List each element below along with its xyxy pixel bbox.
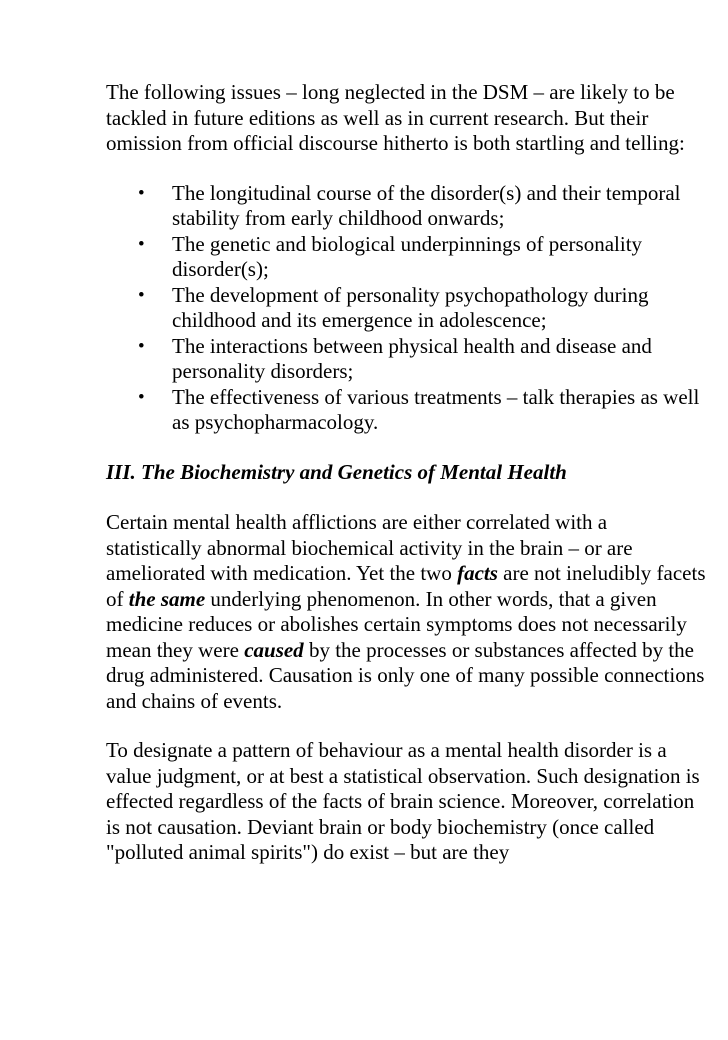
document-page — [106, 80, 706, 866]
list-item-text: The genetic and biological underpinnings of personality disorder(s); — [172, 231, 643, 281]
list-item-text: The development of personality psychopathology during childhood and its emergence in adolescence; — [172, 282, 649, 332]
paragraph-text: by the processes or substances affected by the drug administered. Causation is only one of many possible connections and chains of events. — [106, 637, 705, 713]
list-item — [138, 282, 706, 334]
bullet-icon: • — [138, 284, 145, 306]
list-item-text: The interactions between physical health and disease and personality disorders; — [172, 333, 652, 383]
issues-list — [106, 181, 706, 436]
emphasis-text: facts — [457, 561, 498, 585]
bullet-icon: • — [138, 386, 145, 408]
list-item — [138, 180, 706, 232]
list-item — [138, 333, 706, 385]
paragraph-text: Certain mental health afflictions are either correlated with a statistically abnormal biochemical activity in the brain – or are ameliorated with medication. Yet the two — [106, 510, 633, 585]
bullet-icon: • — [138, 233, 145, 255]
list-item — [138, 231, 706, 283]
intro-paragraph: The following issues – long neglected in the DSM – are likely to be tackled in future editions as well as in current research. But their omission from official discourse hitherto is both startling and telling: — [106, 80, 685, 155]
body-paragraph-1 — [106, 510, 706, 714]
paragraph-text: are not ineludibly facets of — [106, 561, 706, 611]
body-paragraph-2: To designate a pattern of behaviour as a mental health disorder is a value judgment, or at best a statistical observation. Such designation is effected regardless of the facts of brain science. Moreover, correlation is not causation. Deviant brain or body biochemistry (once called "polluted animal spirits") do exist – but are they — [106, 738, 700, 864]
list-item-text: The effectiveness of various treatments – talk therapies as well as psychopharmacology. — [172, 384, 700, 434]
emphasis-text: caused — [244, 637, 304, 662]
section-heading: III. The Biochemistry and Genetics of Mental Health — [106, 459, 567, 484]
emphasis-text: the same — [128, 586, 206, 611]
list-item — [138, 384, 706, 436]
bullet-icon: • — [138, 182, 145, 204]
list-item-text: The longitudinal course of the disorder(s) and their temporal stability from early childhood onwards; — [172, 180, 681, 230]
paragraph-text: underlying phenomenon. In other words, that a given medicine reduces or abolishes certain symptoms does not necessarily mean they were — [106, 586, 687, 662]
bullet-icon: • — [138, 335, 145, 357]
